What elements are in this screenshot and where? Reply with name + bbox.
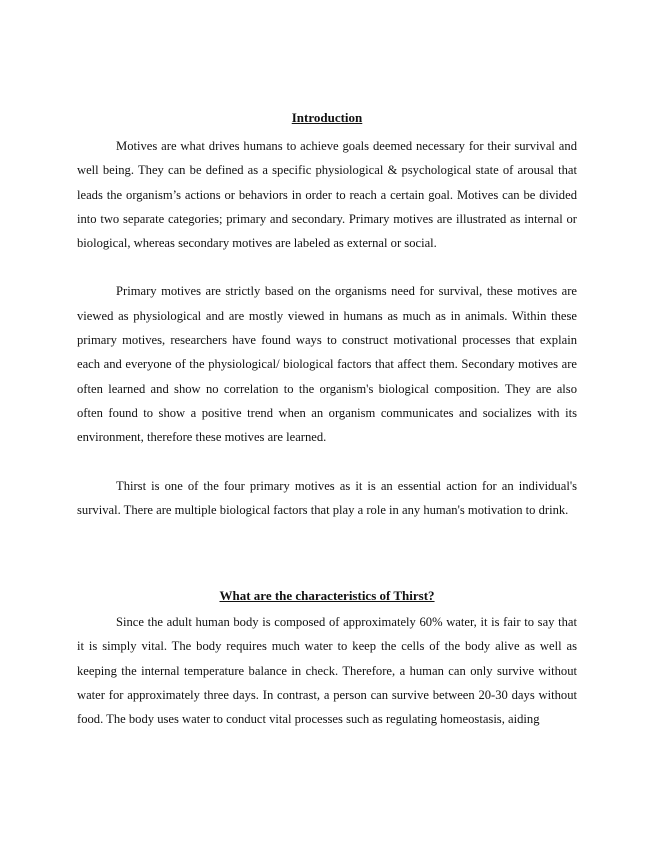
- paragraph-motives-definition: Motives are what drives humans to achieve goals deemed necessary for their survival and well being. They can be defined as a specific physiological & psychological state of arousal that leads the organism’s actions or behaviors in order to reach a certain goal. Motives can be divided into two separate categories; primary and secondary. Primary motives are illustrated as internal or biological, whereas secondary motives are labeled as external or social.: [77, 139, 577, 251]
- section-heading-introduction: Introduction: [291, 110, 363, 125]
- paragraph-thirst-primary-motive: Thirst is one of the four primary motives as it is an essential action for an individual's survival. There are multiple biological factors that play a role in any human's motivation to drink.: [77, 478, 577, 517]
- paragraph-primary-secondary-motives: Primary motives are strictly based on the organisms need for survival, these motives are viewed as physiological and are mostly viewed in humans as much as in animals. Within these primary motives, researchers have found ways to construct motivational processes that explain each and everyone of the physiological/ biological factors that affect them. Secondary motives are often learned and show no correlation to the organism's biological composition. They are also often found to show a positive trend when an organism communicates and socializes with its environment, therefore these motives are learned.: [77, 284, 577, 445]
- section-heading-thirst-characteristics: What are the characteristics of Thirst?: [219, 588, 435, 604]
- document-body: [77, 108, 577, 732]
- paragraph-water-body-composition: Since the adult human body is composed of approximately 60% water, it is fair to say that it is simply vital. The body requires much water to keep the cells of the body alive as well as keeping the internal temperature balance in check. Therefore, a human can only survive without water for approximately three days. In contrast, a person can survive between 20-30 days without food. The body uses water to conduct vital processes such as regulating homeostasis, aiding: [77, 615, 577, 727]
